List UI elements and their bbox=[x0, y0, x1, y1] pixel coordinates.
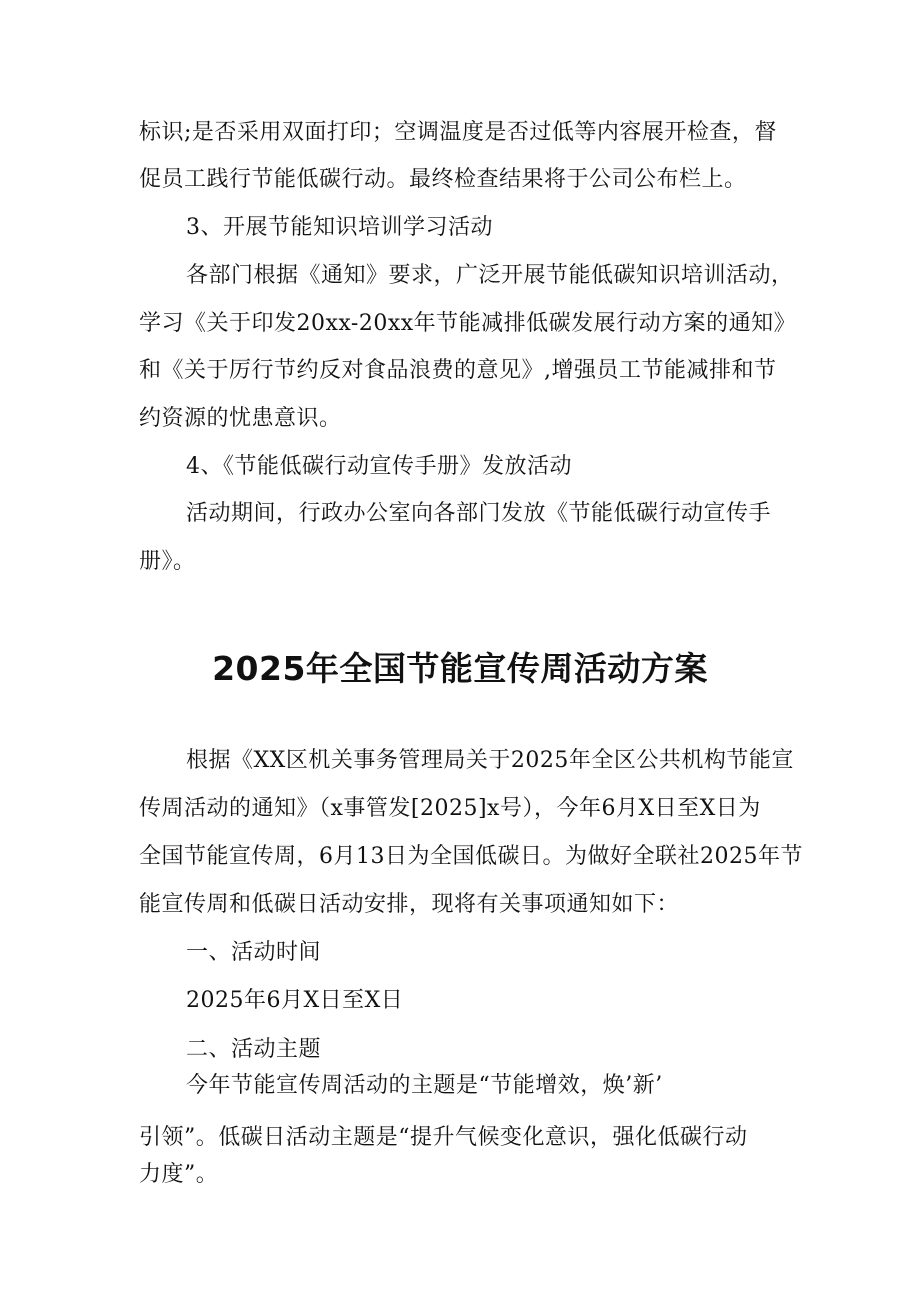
paragraph-line: 根据《XX区机关事务管理局关于2025年全区公共机构节能宣 bbox=[186, 748, 794, 773]
activity-date-range: 2025年6月X日至X日 bbox=[186, 988, 404, 1013]
paragraph-line: 约资源的忧患意识。 bbox=[139, 406, 342, 431]
paragraph-line: 和《关于厉行节约反对食品浪费的意见》,增强员工节能减排和节 bbox=[139, 358, 777, 383]
paragraph-line: 全国节能宣传周，6月13日为全国低碳日。为做好全联社2025年节 bbox=[139, 844, 803, 869]
subheading-handbook: 4、《节能低碳行动宣传手册》发放活动 bbox=[186, 454, 572, 479]
paragraph-line: 能宣传周和低碳日活动安排，现将有关事项通知如下： bbox=[139, 892, 680, 917]
paragraph-line: 标识;是否采用双面打印；空调温度是否过低等内容展开检查，督 bbox=[139, 120, 777, 145]
paragraph-line: 今年节能宣传周活动的主题是“节能增效，焕’新’ bbox=[186, 1073, 663, 1098]
heading-activity-time: 一、活动时间 bbox=[186, 940, 322, 965]
paragraph-line: 学习《关于印发20xx-20xx年节能减排低碳发展行动方案的通知》 bbox=[139, 311, 797, 336]
paragraph-line: 引领”。低碳日活动主题是“提升气候变化意识，强化低碳行动 bbox=[139, 1125, 748, 1150]
paragraph-line: 力度”。 bbox=[139, 1162, 219, 1187]
paragraph-line: 册》。 bbox=[139, 549, 196, 574]
heading-activity-theme: 二、活动主题 bbox=[186, 1037, 322, 1062]
paragraph-line: 各部门根据《通知》要求，广泛开展节能低碳知识培训活动， bbox=[186, 263, 794, 288]
paragraph-line: 传周活动的通知》（x事管发[2025]x号），今年6月X日至X日为 bbox=[139, 796, 761, 821]
document-title: 2025年全国节能宣传周活动方案 bbox=[212, 649, 708, 688]
paragraph-line: 促员工践行节能低碳行动。最终检查结果将于公司公布栏上。 bbox=[139, 167, 747, 192]
subheading-training: 3、开展节能知识培训学习活动 bbox=[186, 215, 493, 240]
paragraph-line: 活动期间，行政办公室向各部门发放《节能低碳行动宣传手 bbox=[186, 501, 772, 526]
